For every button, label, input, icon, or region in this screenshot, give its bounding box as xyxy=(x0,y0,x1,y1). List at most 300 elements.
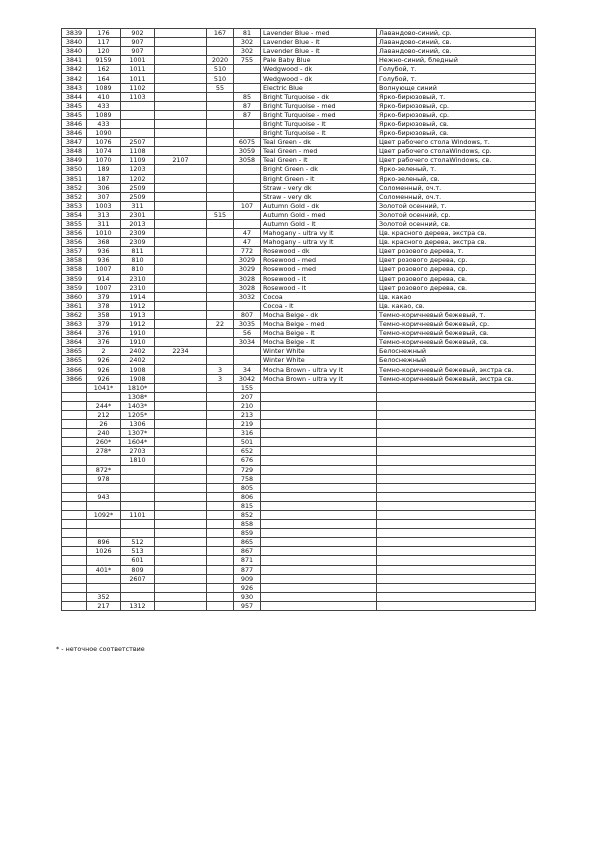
table-cell-col-code-b: 240 xyxy=(87,429,121,438)
table-cell-col-code-f: 865 xyxy=(234,538,261,547)
table-cell-col-code-c xyxy=(121,119,155,128)
table-row xyxy=(62,165,536,174)
table-cell-col-name-en: Mahogany - ultra vy lt xyxy=(261,238,377,247)
table-cell-col-code-a: 3852 xyxy=(62,192,87,201)
table-cell-col-code-e xyxy=(207,47,234,56)
table-cell-col-code-d xyxy=(155,238,207,247)
table-cell-col-code-e xyxy=(207,520,234,529)
table-cell-col-code-e xyxy=(207,183,234,192)
table-row xyxy=(62,265,536,274)
table-cell-col-code-d xyxy=(155,556,207,565)
table-cell-col-code-a: 3861 xyxy=(62,301,87,310)
table-cell-col-code-f: 155 xyxy=(234,383,261,392)
table-cell-col-code-f: 909 xyxy=(234,574,261,583)
table-cell-col-code-d xyxy=(155,456,207,465)
table-row xyxy=(62,38,536,47)
color-conversion-table xyxy=(61,28,536,611)
table-cell-col-code-b xyxy=(87,520,121,529)
table-cell-col-name-ru: Лавандово-синий, св. xyxy=(377,47,536,56)
table-cell-col-name-en xyxy=(261,474,377,483)
table-cell-col-code-d xyxy=(155,138,207,147)
table-cell-col-code-b: 1007 xyxy=(87,265,121,274)
table-cell-col-code-d xyxy=(155,274,207,283)
table-cell-col-code-c: 1011 xyxy=(121,65,155,74)
table-cell-col-code-c xyxy=(121,101,155,110)
table-row xyxy=(62,47,536,56)
table-cell-col-name-ru xyxy=(377,420,536,429)
table-cell-col-code-d xyxy=(155,29,207,38)
table-cell-col-name-en xyxy=(261,410,377,419)
table-cell-col-code-c: 810 xyxy=(121,256,155,265)
table-cell-col-code-f: 219 xyxy=(234,420,261,429)
table-cell-col-code-b: 306 xyxy=(87,183,121,192)
table-cell-col-name-ru xyxy=(377,383,536,392)
table-cell-col-code-b: 313 xyxy=(87,210,121,219)
table-cell-col-name-ru xyxy=(377,438,536,447)
table-cell-col-code-e xyxy=(207,92,234,101)
table-cell-col-code-e xyxy=(207,201,234,210)
table-cell-col-code-c: 601 xyxy=(121,556,155,565)
table-cell-col-code-f: 6075 xyxy=(234,138,261,147)
table-cell-col-code-a: 3859 xyxy=(62,274,87,283)
table-cell-col-code-f: 858 xyxy=(234,520,261,529)
table-cell-col-code-b: 978 xyxy=(87,474,121,483)
table-cell-col-name-ru: Цвет рабочего столаWindows, ср. xyxy=(377,147,536,156)
table-cell-col-name-en: Mocha Brown - ultra vy lt xyxy=(261,365,377,374)
table-row xyxy=(62,483,536,492)
table-row xyxy=(62,420,536,429)
table-cell-col-code-b: 1074 xyxy=(87,147,121,156)
table-cell-col-code-e xyxy=(207,174,234,183)
table-cell-col-code-b: 189 xyxy=(87,165,121,174)
table-cell-col-code-d xyxy=(155,129,207,138)
table-cell-col-name-en: Mocha Beige - dk xyxy=(261,310,377,319)
table-cell-col-code-c: 2301 xyxy=(121,210,155,219)
table-cell-col-code-d xyxy=(155,492,207,501)
table-cell-col-code-a: 3859 xyxy=(62,283,87,292)
table-cell-col-code-a: 3841 xyxy=(62,56,87,65)
table-cell-col-code-e xyxy=(207,574,234,583)
table-cell-col-code-e xyxy=(207,283,234,292)
table-row xyxy=(62,274,536,283)
table-cell-col-name-ru: Темно-коричневый бежевый, т. xyxy=(377,310,536,319)
table-row xyxy=(62,283,536,292)
table-cell-col-name-ru xyxy=(377,510,536,519)
table-cell-col-code-e: 510 xyxy=(207,74,234,83)
table-cell-col-name-ru: Голубой, т. xyxy=(377,74,536,83)
table-row xyxy=(62,474,536,483)
table-cell-col-code-e xyxy=(207,456,234,465)
table-cell-col-code-a: 3866 xyxy=(62,365,87,374)
table-cell-col-code-e xyxy=(207,383,234,392)
table-cell-col-code-d xyxy=(155,301,207,310)
table-cell-col-code-c: 1307* xyxy=(121,429,155,438)
table-cell-col-code-e xyxy=(207,147,234,156)
table-cell-col-name-ru: Цвет рабочего стола Windows, т. xyxy=(377,138,536,147)
table-cell-col-code-a: 3864 xyxy=(62,329,87,338)
table-row xyxy=(62,92,536,101)
table-cell-col-code-d xyxy=(155,56,207,65)
table-cell-col-code-b: 352 xyxy=(87,592,121,601)
table-cell-col-code-d xyxy=(155,192,207,201)
table-row xyxy=(62,338,536,347)
table-cell-col-code-b: 307 xyxy=(87,192,121,201)
table-cell-col-code-d xyxy=(155,174,207,183)
table-cell-col-name-ru: Лавандово-синий, ср. xyxy=(377,29,536,38)
table-cell-col-code-e xyxy=(207,429,234,438)
table-cell-col-code-e xyxy=(207,438,234,447)
table-cell-col-code-c: 1108 xyxy=(121,147,155,156)
table-cell-col-code-a xyxy=(62,447,87,456)
table-cell-col-code-a: 3848 xyxy=(62,147,87,156)
table-cell-col-code-c: 1908 xyxy=(121,374,155,383)
table-cell-col-code-a xyxy=(62,547,87,556)
table-row xyxy=(62,110,536,119)
table-cell-col-code-d xyxy=(155,529,207,538)
table-row xyxy=(62,174,536,183)
table-cell-col-code-c xyxy=(121,465,155,474)
table-cell-col-code-c: 1810* xyxy=(121,383,155,392)
table-cell-col-code-e xyxy=(207,547,234,556)
table-cell-col-code-b: 1092* xyxy=(87,510,121,519)
table-row xyxy=(62,138,536,147)
table-cell-col-code-d xyxy=(155,65,207,74)
table-cell-col-name-en xyxy=(261,592,377,601)
table-cell-col-code-e xyxy=(207,101,234,110)
table-cell-col-name-en: Bright Turquoise - lt xyxy=(261,129,377,138)
table-cell-col-code-b: 401* xyxy=(87,565,121,574)
table-cell-col-code-f: 316 xyxy=(234,429,261,438)
table-cell-col-name-en: Wedgwood - dk xyxy=(261,65,377,74)
table-cell-col-code-e xyxy=(207,192,234,201)
table-cell-col-code-c: 1908 xyxy=(121,365,155,374)
table-cell-col-code-a xyxy=(62,483,87,492)
table-cell-col-code-d xyxy=(155,92,207,101)
color-conversion-table-page xyxy=(61,28,535,611)
table-cell-col-code-f: 772 xyxy=(234,247,261,256)
table-cell-col-code-d: 2234 xyxy=(155,347,207,356)
table-cell-col-name-ru xyxy=(377,547,536,556)
table-cell-col-code-b: 926 xyxy=(87,356,121,365)
table-cell-col-code-e xyxy=(207,256,234,265)
table-cell-col-code-f: 852 xyxy=(234,510,261,519)
table-cell-col-code-c: 1011 xyxy=(121,74,155,83)
table-row xyxy=(62,565,536,574)
table-cell-col-code-f: 87 xyxy=(234,101,261,110)
table-cell-col-code-b: 244* xyxy=(87,401,121,410)
table-cell-col-code-f: 3028 xyxy=(234,274,261,283)
table-cell-col-code-a: 3858 xyxy=(62,265,87,274)
table-cell-col-code-e: 515 xyxy=(207,210,234,219)
table-cell-col-code-e xyxy=(207,156,234,165)
table-cell-col-code-f xyxy=(234,129,261,138)
table-cell-col-name-en xyxy=(261,501,377,510)
table-cell-col-code-b: 358 xyxy=(87,310,121,319)
table-cell-col-code-e xyxy=(207,356,234,365)
table-cell-col-name-en: Bright Turquoise - med xyxy=(261,101,377,110)
table-cell-col-code-c: 809 xyxy=(121,565,155,574)
table-cell-col-code-a xyxy=(62,529,87,538)
table-cell-col-name-en: Straw - very dk xyxy=(261,183,377,192)
table-cell-col-code-d xyxy=(155,229,207,238)
table-cell-col-code-e xyxy=(207,447,234,456)
table-cell-col-code-d xyxy=(155,320,207,329)
table-cell-col-code-d xyxy=(155,392,207,401)
table-cell-col-code-e xyxy=(207,347,234,356)
table-row xyxy=(62,74,536,83)
table-cell-col-code-d xyxy=(155,574,207,583)
table-cell-col-code-b: 1089 xyxy=(87,83,121,92)
table-cell-col-code-a: 3845 xyxy=(62,101,87,110)
table-cell-col-code-a xyxy=(62,501,87,510)
table-cell-col-code-b: 1010 xyxy=(87,229,121,238)
table-cell-col-code-f: 930 xyxy=(234,592,261,601)
table-cell-col-name-en xyxy=(261,583,377,592)
table-cell-col-code-f: 3028 xyxy=(234,283,261,292)
table-cell-col-code-b: 1003 xyxy=(87,201,121,210)
table-cell-col-code-d xyxy=(155,365,207,374)
table-cell-col-code-a xyxy=(62,383,87,392)
table-cell-col-code-c xyxy=(121,483,155,492)
table-cell-col-name-ru: Лавандово-синий, св. xyxy=(377,38,536,47)
table-cell-col-code-f: 877 xyxy=(234,565,261,574)
table-cell-col-code-d xyxy=(155,583,207,592)
table-cell-col-code-c: 2607 xyxy=(121,574,155,583)
table-cell-col-code-f: 47 xyxy=(234,229,261,238)
table-cell-col-code-d xyxy=(155,447,207,456)
table-cell-col-code-d xyxy=(155,265,207,274)
table-cell-col-code-f: 871 xyxy=(234,556,261,565)
table-cell-col-code-f: 652 xyxy=(234,447,261,456)
table-cell-col-code-a: 3858 xyxy=(62,256,87,265)
table-cell-col-code-e xyxy=(207,38,234,47)
table-cell-col-code-a xyxy=(62,574,87,583)
table-cell-col-code-e: 2020 xyxy=(207,56,234,65)
table-row xyxy=(62,356,536,365)
table-cell-col-code-f xyxy=(234,219,261,228)
table-cell-col-code-e xyxy=(207,392,234,401)
table-row xyxy=(62,492,536,501)
table-cell-col-code-c: 907 xyxy=(121,38,155,47)
table-row xyxy=(62,129,536,138)
table-cell-col-code-b: 176 xyxy=(87,29,121,38)
table-cell-col-code-d xyxy=(155,147,207,156)
table-cell-col-code-b: 1026 xyxy=(87,547,121,556)
table-cell-col-code-d xyxy=(155,510,207,519)
table-cell-col-code-d: 2107 xyxy=(155,156,207,165)
table-cell-col-code-f xyxy=(234,356,261,365)
table-cell-col-code-a xyxy=(62,438,87,447)
table-cell-col-code-c: 1102 xyxy=(121,83,155,92)
table-row xyxy=(62,583,536,592)
table-cell-col-name-ru xyxy=(377,465,536,474)
table-cell-col-code-a: 3844 xyxy=(62,92,87,101)
table-row xyxy=(62,401,536,410)
table-cell-col-code-e xyxy=(207,229,234,238)
table-row xyxy=(62,219,536,228)
table-cell-col-code-e xyxy=(207,592,234,601)
table-cell-col-code-a xyxy=(62,520,87,529)
table-cell-col-name-ru: Голубой, т. xyxy=(377,65,536,74)
table-cell-col-code-e xyxy=(207,129,234,138)
table-cell-col-name-en: Cocoa xyxy=(261,292,377,301)
table-cell-col-code-e xyxy=(207,410,234,419)
table-cell-col-code-c: 907 xyxy=(121,47,155,56)
table-cell-col-name-ru: Соломенный, оч.т. xyxy=(377,183,536,192)
table-cell-col-name-ru: Цв. красного дерева, экстра св. xyxy=(377,229,536,238)
table-cell-col-code-d xyxy=(155,219,207,228)
table-cell-col-code-d xyxy=(155,310,207,319)
table-cell-col-name-ru: Цвет рабочего столаWindows, св. xyxy=(377,156,536,165)
table-cell-col-name-en: Teal Green - dk xyxy=(261,138,377,147)
table-cell-col-code-f: 3059 xyxy=(234,147,261,156)
table-row xyxy=(62,520,536,529)
table-cell-col-name-en: Rosewood - lt xyxy=(261,283,377,292)
table-cell-col-code-d xyxy=(155,501,207,510)
table-cell-col-code-b: 410 xyxy=(87,92,121,101)
table-cell-col-code-e xyxy=(207,565,234,574)
table-cell-col-code-e xyxy=(207,138,234,147)
table-cell-col-name-en: Bright Turquoise - lt xyxy=(261,119,377,128)
table-cell-col-name-ru: Темно-коричневый бежевый, св. xyxy=(377,338,536,347)
table-cell-col-code-f xyxy=(234,119,261,128)
table-cell-col-name-en: Winter White xyxy=(261,347,377,356)
table-cell-col-code-f: 3042 xyxy=(234,374,261,383)
table-cell-col-name-en: Autumn Gold - dk xyxy=(261,201,377,210)
table-cell-col-code-e xyxy=(207,219,234,228)
table-cell-col-name-en: Mahogany - ultra vy lt xyxy=(261,229,377,238)
table-cell-col-code-d xyxy=(155,101,207,110)
table-cell-col-code-d xyxy=(155,465,207,474)
table-cell-col-code-a: 3855 xyxy=(62,219,87,228)
table-cell-col-code-f: 85 xyxy=(234,92,261,101)
table-cell-col-name-en: Bright Green - dk xyxy=(261,165,377,174)
table-cell-col-code-d xyxy=(155,38,207,47)
table-cell-col-code-c xyxy=(121,583,155,592)
table-cell-col-name-en: Bright Turquoise - dk xyxy=(261,92,377,101)
table-cell-col-code-c: 2013 xyxy=(121,219,155,228)
table-cell-col-name-en: Pale Baby Blue xyxy=(261,56,377,65)
table-cell-col-code-e: 510 xyxy=(207,65,234,74)
table-row xyxy=(62,438,536,447)
table-cell-col-code-b: 9159 xyxy=(87,56,121,65)
table-cell-col-code-b: 1070 xyxy=(87,156,121,165)
table-cell-col-code-a: 3846 xyxy=(62,129,87,138)
table-row xyxy=(62,410,536,419)
table-row xyxy=(62,320,536,329)
table-cell-col-code-d xyxy=(155,119,207,128)
table-cell-col-name-ru: Ярко-бирюзовый, т. xyxy=(377,92,536,101)
table-row xyxy=(62,301,536,310)
table-cell-col-name-ru: Темно-коричневый бежевый, экстра св. xyxy=(377,365,536,374)
table-cell-col-code-a: 3865 xyxy=(62,356,87,365)
table-cell-col-code-c xyxy=(121,474,155,483)
table-cell-col-name-ru xyxy=(377,583,536,592)
table-cell-col-code-c: 1001 xyxy=(121,56,155,65)
table-cell-col-code-a xyxy=(62,392,87,401)
table-cell-col-code-f: 755 xyxy=(234,56,261,65)
table-cell-col-code-f: 957 xyxy=(234,601,261,610)
table-cell-col-code-b: 1090 xyxy=(87,129,121,138)
table-cell-col-code-e xyxy=(207,465,234,474)
table-cell-col-code-c xyxy=(121,529,155,538)
table-cell-col-code-c xyxy=(121,520,155,529)
table-cell-col-code-b: 120 xyxy=(87,47,121,56)
table-cell-col-code-d xyxy=(155,210,207,219)
table-cell-col-name-ru xyxy=(377,601,536,610)
table-row xyxy=(62,83,536,92)
table-cell-col-name-en xyxy=(261,429,377,438)
table-cell-col-name-ru: Белоснежный xyxy=(377,356,536,365)
table-cell-col-code-a: 3849 xyxy=(62,156,87,165)
table-cell-col-code-e: 3 xyxy=(207,365,234,374)
table-cell-col-code-d xyxy=(155,401,207,410)
table-cell-col-code-b: 936 xyxy=(87,247,121,256)
table-cell-col-code-e xyxy=(207,292,234,301)
table-cell-col-name-en xyxy=(261,574,377,583)
table-cell-col-code-f: 210 xyxy=(234,401,261,410)
table-cell-col-code-c: 2310 xyxy=(121,283,155,292)
table-cell-col-name-en xyxy=(261,420,377,429)
table-cell-col-name-ru: Темно-коричневый бежевый, ср. xyxy=(377,320,536,329)
table-cell-col-code-c: 811 xyxy=(121,247,155,256)
table-cell-col-code-a xyxy=(62,538,87,547)
table-cell-col-code-d xyxy=(155,438,207,447)
table-cell-col-code-f: 815 xyxy=(234,501,261,510)
table-cell-col-code-a: 3840 xyxy=(62,38,87,47)
table-cell-col-code-d xyxy=(155,429,207,438)
table-cell-col-name-en xyxy=(261,556,377,565)
table-cell-col-code-a: 3845 xyxy=(62,110,87,119)
table-cell-col-code-a xyxy=(62,592,87,601)
table-row xyxy=(62,529,536,538)
table-cell-col-name-ru: Ярко-зеленый, т. xyxy=(377,165,536,174)
table-cell-col-code-f: 676 xyxy=(234,456,261,465)
table-cell-col-code-c: 1910 xyxy=(121,329,155,338)
table-cell-col-name-ru xyxy=(377,538,536,547)
table-cell-col-code-a: 3856 xyxy=(62,238,87,247)
table-cell-col-code-d xyxy=(155,283,207,292)
table-cell-col-code-f: 807 xyxy=(234,310,261,319)
table-cell-col-name-ru xyxy=(377,529,536,538)
table-cell-col-name-en xyxy=(261,538,377,547)
table-cell-col-name-ru: Цвет розового дерева, т. xyxy=(377,247,536,256)
table-cell-col-name-ru xyxy=(377,565,536,574)
table-cell-col-code-a: 3854 xyxy=(62,210,87,219)
table-row xyxy=(62,365,536,374)
table-row xyxy=(62,201,536,210)
table-cell-col-name-ru: Ярко-бирюзовый, св. xyxy=(377,129,536,138)
table-row xyxy=(62,147,536,156)
table-cell-col-name-ru xyxy=(377,474,536,483)
table-cell-col-code-b: 926 xyxy=(87,365,121,374)
table-cell-col-name-ru: Цвет розового дерева, св. xyxy=(377,274,536,283)
table-cell-col-code-c: 2507 xyxy=(121,138,155,147)
table-cell-col-code-a: 3847 xyxy=(62,138,87,147)
table-cell-col-code-e xyxy=(207,483,234,492)
table-cell-col-code-d xyxy=(155,338,207,347)
table-cell-col-code-f: 3029 xyxy=(234,265,261,274)
table-cell-col-name-en xyxy=(261,492,377,501)
table-cell-col-code-b: 187 xyxy=(87,174,121,183)
table-cell-col-code-f: 501 xyxy=(234,438,261,447)
table-cell-col-name-en xyxy=(261,520,377,529)
table-cell-col-name-en: Mocha Beige - med xyxy=(261,320,377,329)
table-cell-col-name-ru xyxy=(377,429,536,438)
table-cell-col-code-d xyxy=(155,256,207,265)
table-cell-col-name-ru: Ярко-бирюзовый, ср. xyxy=(377,101,536,110)
table-cell-col-code-b: 433 xyxy=(87,101,121,110)
